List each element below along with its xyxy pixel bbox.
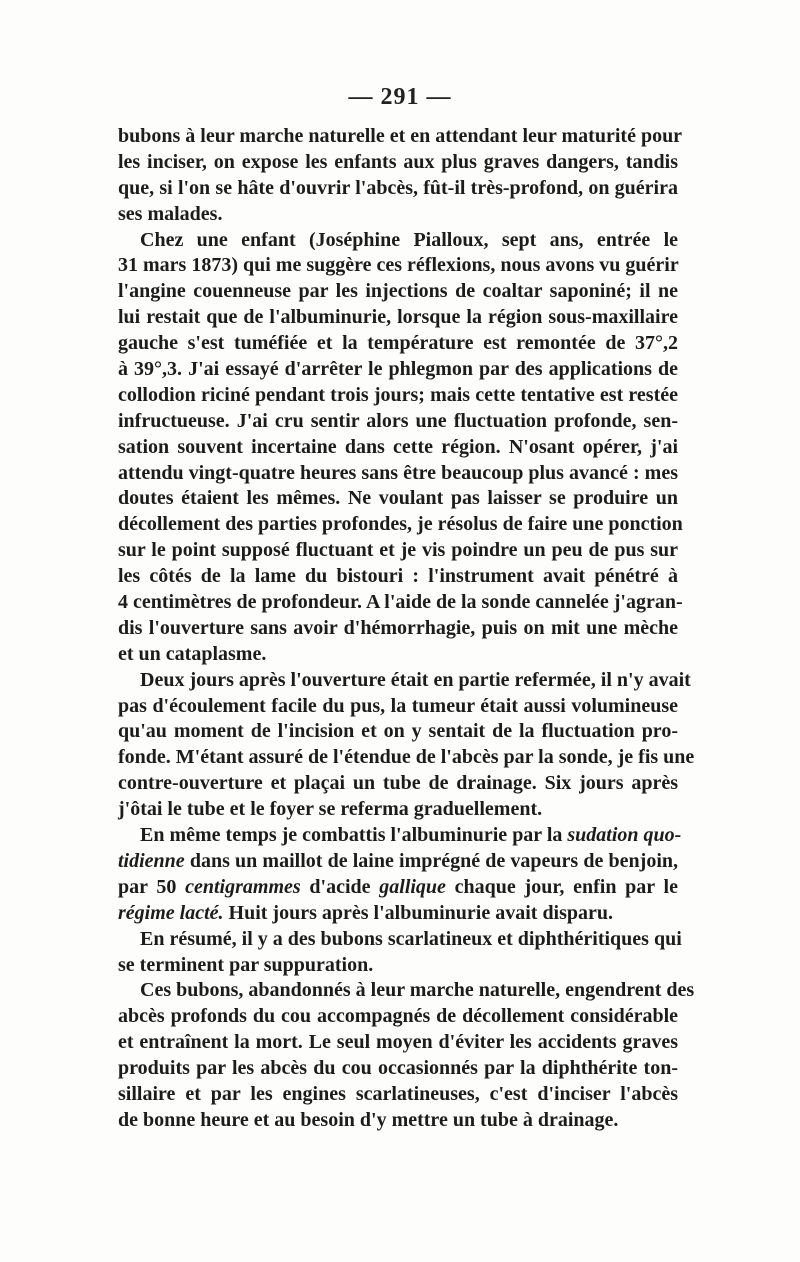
italic-term: gallique xyxy=(379,875,446,898)
text-line: j'ôtai le tube et le foyer se referma graduellement. xyxy=(118,798,543,821)
text-line: et entraînent la mort. Le seul moyen d'éviter les accidents graves xyxy=(118,1031,678,1054)
text-line: doutes étaient les mêmes. Ne voulant pas laisser se produire un xyxy=(118,487,678,510)
text-line: à 39°,3. J'ai essayé d'arrêter le phlegmon par des applications de xyxy=(118,358,678,381)
paragraph-3 xyxy=(118,668,695,823)
text-line: infructueuse. J'ai cru sentir alors une fluctuation profonde, sen- xyxy=(118,409,678,432)
paragraph-2 xyxy=(118,228,683,668)
text-line: produits par les abcès du cou occasionnés par la diphthérite ton- xyxy=(118,1057,678,1080)
text-line: En résumé, il y a des bubons scarlatineux et diphthéritiques qui xyxy=(140,927,682,950)
page-number: — 291 — xyxy=(348,84,452,110)
text-line: que, si l'on se hâte d'ouvrir l'abcès, fût-il très-profond, on guérira xyxy=(118,176,678,199)
text-line: Deux jours après l'ouverture était en partie refermée, il n'y avait xyxy=(140,668,691,691)
italic-term: régime lacté. xyxy=(118,901,224,924)
text-line: l'angine couenneuse par les injections de coaltar saponiné; il ne xyxy=(118,280,678,303)
text-line: collodion riciné pendant trois jours; mais cette tentative est restée xyxy=(118,383,678,406)
text-line: qu'au moment de l'incision et on y sentait de la fluctuation pro- xyxy=(118,720,678,743)
text-line: pas d'écoulement facile du pus, la tumeur était aussi volumineuse xyxy=(118,694,678,717)
text-line: fonde. M'étant assuré de l'étendue de l'abcès par la sonde, je fis une xyxy=(118,746,695,769)
paragraph-6 xyxy=(118,978,695,1133)
text-line: bubons à leur marche naturelle et en attendant leur maturité pour xyxy=(118,125,683,147)
text-line: lui restait que de l'albuminurie, lorsque la région sous-maxillaire xyxy=(118,306,678,329)
italic-term: centigrammes xyxy=(185,875,301,898)
text-line: les inciser, on expose les enfants aux plus graves dangers, tandis xyxy=(118,150,678,173)
text-line: de bonne heure et au besoin d'y mettre un tube à drainage. xyxy=(118,1108,619,1131)
text-line: abcès profonds du cou accompagnés de décollement considérable xyxy=(118,1005,678,1028)
text-segment: Huit jours après l'albuminurie avait disparu. xyxy=(223,901,614,924)
text-line xyxy=(118,823,682,849)
text-segment: dans un maillot de laine imprégné de vapeurs de benjoin, xyxy=(184,849,678,872)
text-line: 31 mars 1873) qui me suggère ces réflexions, nous avons vu guérir xyxy=(118,254,679,277)
text-line: ses malades. xyxy=(118,202,223,225)
italic-term: tidienne xyxy=(118,849,185,872)
text-line: contre-ouverture et plaçai un tube de drainage. Six jours après xyxy=(118,772,678,795)
paragraph-5 xyxy=(118,927,682,979)
text-segment: En même temps je combattis l'albuminurie par la xyxy=(140,824,568,847)
text-line xyxy=(118,849,678,875)
text-line: décollement des parties profondes, je résolus de faire une ponction xyxy=(118,513,683,536)
text-line xyxy=(118,901,678,927)
text-line: et un cataplasme. xyxy=(118,642,267,665)
paragraph-4 xyxy=(118,823,682,927)
italic-term: sudation quo- xyxy=(567,824,682,847)
paragraph-1 xyxy=(118,124,683,228)
text-line: dis l'ouverture sans avoir d'hémorrhagie, puis on mit une mèche xyxy=(118,616,678,639)
text-line: 4 centimètres de profondeur. A l'aide de la sonde cannelée j'agran- xyxy=(118,591,683,614)
text-line: les côtés de la lame du bistouri : l'instrument avait pénétré à xyxy=(118,565,678,588)
text-line xyxy=(118,875,678,901)
text-segment: chaque jour, enfin par le xyxy=(445,875,678,898)
text-line: sillaire et par les engines scarlatineuses, c'est d'inciser l'abcès xyxy=(118,1082,678,1105)
body-text xyxy=(118,124,695,1134)
text-line: gauche s'est tuméfiée et la température est remontée de 37°,2 xyxy=(118,332,678,355)
text-line: sur le point supposé fluctuant et je vis poindre un peu de pus sur xyxy=(118,539,678,562)
text-line: se terminent par suppuration. xyxy=(118,953,374,976)
text-line: Chez une enfant (Joséphine Pialloux, sept ans, entrée le xyxy=(140,228,678,251)
text-line: Ces bubons, abandonnés à leur marche naturelle, engendrent des xyxy=(140,979,695,1002)
text-line: attendu vingt-quatre heures sans être beaucoup plus avancé : mes xyxy=(118,461,678,484)
text-segment: d'acide xyxy=(300,875,380,898)
text-line: sation souvent incertaine dans cette région. N'osant opérer, j'ai xyxy=(118,435,678,458)
text-segment: par 50 xyxy=(118,875,186,898)
